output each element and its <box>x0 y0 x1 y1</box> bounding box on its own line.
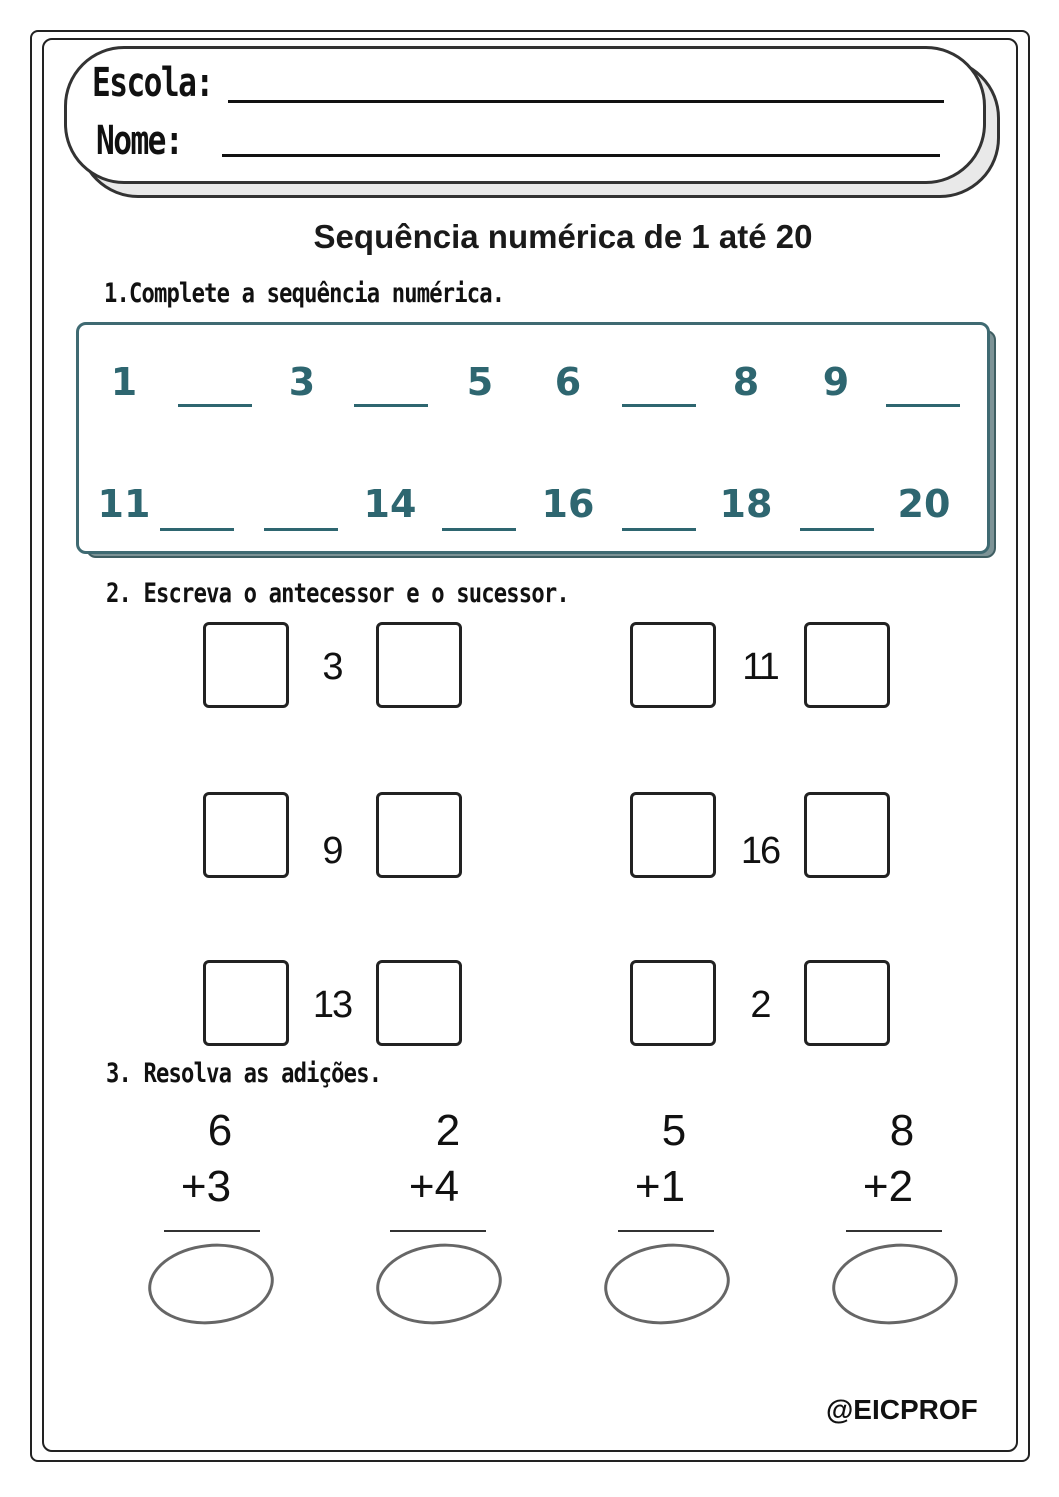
name-field[interactable] <box>222 154 940 157</box>
given-number: 13 <box>312 984 352 1026</box>
predecessor-box[interactable] <box>203 960 289 1046</box>
seq-number: 11 <box>97 482 151 526</box>
name-label: Nome: <box>96 118 183 164</box>
sum-line <box>618 1230 714 1232</box>
seq-blank[interactable] <box>886 404 960 407</box>
given-number: 2 <box>750 984 770 1026</box>
successor-box[interactable] <box>804 622 890 708</box>
seq-blank[interactable] <box>622 528 696 531</box>
successor-box[interactable] <box>376 622 462 708</box>
addend-top: 5 <box>661 1106 687 1155</box>
given-number: 16 <box>740 830 780 872</box>
addend-bottom: +3 <box>180 1162 232 1211</box>
addend-bottom: +2 <box>862 1162 914 1211</box>
seq-number: 14 <box>363 482 417 526</box>
seq-number: 6 <box>554 360 582 404</box>
seq-blank[interactable] <box>800 528 874 531</box>
predecessor-box[interactable] <box>630 792 716 878</box>
predecessor-box[interactable] <box>203 622 289 708</box>
seq-blank[interactable] <box>354 404 428 407</box>
addend-bottom: +1 <box>634 1162 686 1211</box>
given-number: 11 <box>742 646 778 688</box>
seq-number: 16 <box>541 482 595 526</box>
predecessor-box[interactable] <box>630 622 716 708</box>
sum-line <box>846 1230 942 1232</box>
seq-number: 1 <box>110 360 138 404</box>
seq-blank[interactable] <box>622 404 696 407</box>
seq-number: 5 <box>466 360 494 404</box>
predecessor-box[interactable] <box>630 960 716 1046</box>
addend-top: 2 <box>435 1106 461 1155</box>
q3-instruction: 3. Resolva as adições. <box>106 1058 382 1089</box>
addend-top: 6 <box>207 1106 233 1155</box>
successor-box[interactable] <box>804 960 890 1046</box>
q2-instruction: 2. Escreva o antecessor e o sucessor. <box>106 578 569 609</box>
addend-top: 8 <box>889 1106 915 1155</box>
seq-number: 3 <box>288 360 316 404</box>
seq-blank[interactable] <box>178 404 252 407</box>
seq-blank[interactable] <box>442 528 516 531</box>
seq-blank[interactable] <box>264 528 338 531</box>
predecessor-box[interactable] <box>203 792 289 878</box>
q1-instruction: 1.Complete a sequência numérica. <box>104 278 505 309</box>
given-number: 3 <box>322 646 342 688</box>
given-number: 9 <box>322 830 342 872</box>
successor-box[interactable] <box>804 792 890 878</box>
page-title: Sequência numérica de 1 até 20 <box>313 218 813 255</box>
addend-bottom: +4 <box>408 1162 460 1211</box>
successor-box[interactable] <box>376 792 462 878</box>
seq-number: 18 <box>719 482 773 526</box>
school-label: Escola: <box>92 60 213 106</box>
seq-blank[interactable] <box>160 528 234 531</box>
seq-number: 20 <box>897 482 951 526</box>
credit-text: @EICPROF <box>826 1394 978 1425</box>
successor-box[interactable] <box>376 960 462 1046</box>
sum-line <box>164 1230 260 1232</box>
school-field[interactable] <box>228 100 944 103</box>
sum-line <box>390 1230 486 1232</box>
seq-number: 8 <box>732 360 760 404</box>
seq-number: 9 <box>822 360 850 404</box>
